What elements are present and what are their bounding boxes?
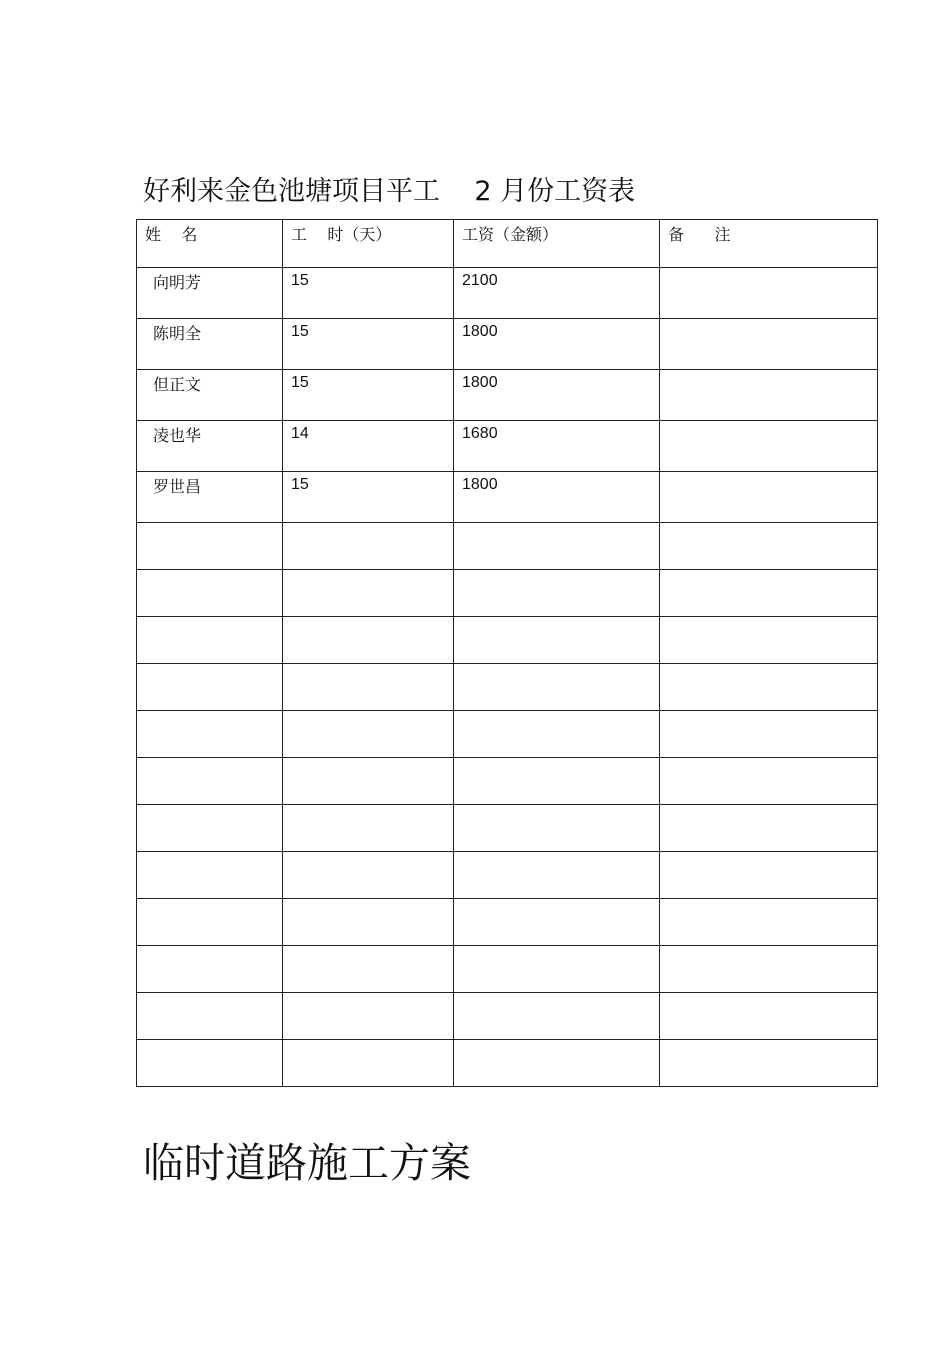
table-row-empty xyxy=(137,523,878,570)
cell-days: 14 xyxy=(283,421,454,472)
table-row-empty xyxy=(137,805,878,852)
empty-cell xyxy=(454,523,660,570)
cell-name: 罗世昌 xyxy=(137,472,283,523)
header-remark: 备 注 xyxy=(660,220,878,268)
table-row-empty xyxy=(137,1040,878,1087)
empty-cell xyxy=(137,523,283,570)
table-row-empty xyxy=(137,758,878,805)
empty-cell xyxy=(137,852,283,899)
empty-cell xyxy=(283,1040,454,1087)
empty-cell xyxy=(454,805,660,852)
page-title: 好利来金色池塘项目平工 2 月份工资表 xyxy=(143,176,636,207)
empty-cell xyxy=(137,664,283,711)
empty-cell xyxy=(137,993,283,1040)
empty-cell xyxy=(137,899,283,946)
empty-cell xyxy=(137,758,283,805)
empty-cell xyxy=(137,570,283,617)
cell-days: 15 xyxy=(283,472,454,523)
empty-cell xyxy=(283,946,454,993)
section-heading: 临时道路施工方案 xyxy=(143,1139,471,1187)
empty-cell xyxy=(283,993,454,1040)
table-row-empty xyxy=(137,570,878,617)
empty-cell xyxy=(283,758,454,805)
cell-amount: 1680 xyxy=(454,421,660,472)
empty-cell xyxy=(660,711,878,758)
empty-cell xyxy=(454,617,660,664)
empty-cell xyxy=(283,711,454,758)
empty-cell xyxy=(283,664,454,711)
empty-cell xyxy=(454,946,660,993)
table-row-empty xyxy=(137,852,878,899)
empty-cell xyxy=(454,664,660,711)
empty-cell xyxy=(660,570,878,617)
cell-name: 凌也华 xyxy=(137,421,283,472)
empty-cell xyxy=(660,993,878,1040)
table-row xyxy=(137,319,878,370)
table-row-empty xyxy=(137,617,878,664)
cell-remark xyxy=(660,421,878,472)
empty-cell xyxy=(660,617,878,664)
header-name: 姓 名 xyxy=(137,220,283,268)
empty-cell xyxy=(283,852,454,899)
table-row-empty xyxy=(137,711,878,758)
table-row-empty xyxy=(137,946,878,993)
cell-remark xyxy=(660,472,878,523)
empty-cell xyxy=(660,664,878,711)
empty-cell xyxy=(283,523,454,570)
table-row xyxy=(137,472,878,523)
cell-remark xyxy=(660,319,878,370)
empty-cell xyxy=(283,617,454,664)
empty-cell xyxy=(454,899,660,946)
empty-cell xyxy=(454,758,660,805)
empty-cell xyxy=(660,523,878,570)
header-amount: 工资（金额） xyxy=(454,220,660,268)
empty-cell xyxy=(137,1040,283,1087)
cell-days: 15 xyxy=(283,268,454,319)
header-days: 工 时（天） xyxy=(283,220,454,268)
empty-cell xyxy=(137,617,283,664)
cell-remark xyxy=(660,268,878,319)
empty-cell xyxy=(283,899,454,946)
cell-days: 15 xyxy=(283,319,454,370)
empty-cell xyxy=(454,1040,660,1087)
cell-remark xyxy=(660,370,878,421)
empty-cell xyxy=(283,570,454,617)
empty-cell xyxy=(660,852,878,899)
cell-amount: 1800 xyxy=(454,319,660,370)
empty-cell xyxy=(454,993,660,1040)
empty-cell xyxy=(454,570,660,617)
table-header-row xyxy=(137,220,878,268)
empty-cell xyxy=(660,1040,878,1087)
empty-cell xyxy=(454,711,660,758)
cell-name: 向明芳 xyxy=(137,268,283,319)
cell-days: 15 xyxy=(283,370,454,421)
empty-cell xyxy=(137,946,283,993)
cell-amount: 1800 xyxy=(454,472,660,523)
empty-cell xyxy=(660,899,878,946)
table-row-empty xyxy=(137,664,878,711)
table-row xyxy=(137,370,878,421)
empty-cell xyxy=(137,805,283,852)
cell-amount: 1800 xyxy=(454,370,660,421)
empty-cell xyxy=(283,805,454,852)
empty-cell xyxy=(454,852,660,899)
cell-amount: 2100 xyxy=(454,268,660,319)
empty-cell xyxy=(137,711,283,758)
table-row-empty xyxy=(137,899,878,946)
salary-table xyxy=(136,219,878,1087)
empty-cell xyxy=(660,946,878,993)
table-row-empty xyxy=(137,993,878,1040)
empty-cell xyxy=(660,805,878,852)
empty-cell xyxy=(660,758,878,805)
table-row xyxy=(137,421,878,472)
table-row xyxy=(137,268,878,319)
cell-name: 陈明全 xyxy=(137,319,283,370)
cell-name: 但正文 xyxy=(137,370,283,421)
